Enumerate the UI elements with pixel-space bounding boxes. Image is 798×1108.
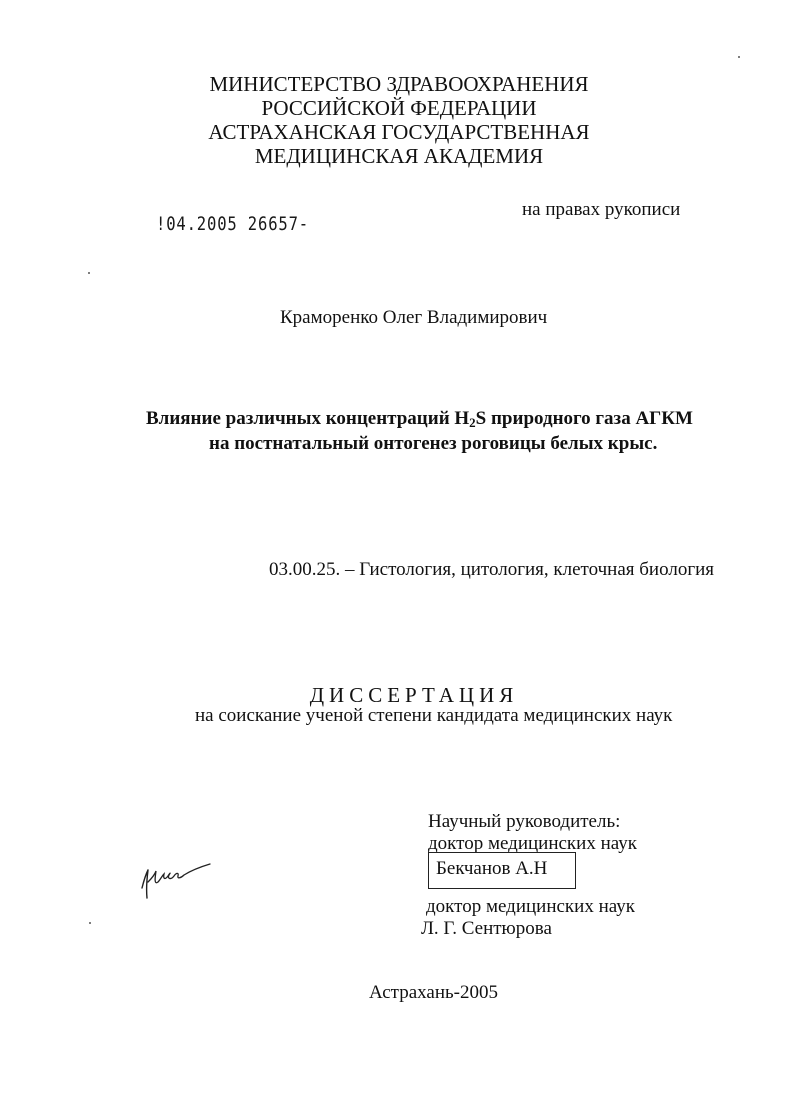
dissertation-heading: ДИССЕРТАЦИЯ bbox=[309, 683, 519, 707]
scan-speck bbox=[89, 922, 91, 924]
title-text-part-1: Влияние различных концентраций H bbox=[146, 408, 470, 429]
dissertation-subtitle: на соискание ученой степени кандидата медицинских наук bbox=[195, 705, 673, 726]
header-line-2: РОССИЙСКОЙ ФЕДЕРАЦИИ bbox=[261, 96, 537, 120]
thesis-title-line-2: на постнатальный онтогенез роговицы белых крыс. bbox=[209, 433, 658, 454]
author-name: Краморенко Олег Владимирович bbox=[280, 307, 548, 328]
city-year: Астрахань-2005 bbox=[369, 982, 498, 1003]
scan-speck bbox=[88, 272, 90, 274]
header-line-3: АСТРАХАНСКАЯ ГОСУДАРСТВЕННАЯ bbox=[208, 120, 590, 144]
header-line-4: МЕДИЦИНСКАЯ АКАДЕМИЯ bbox=[254, 144, 544, 168]
signature-icon bbox=[138, 858, 214, 902]
title-text-part-2: S природного газа АГКМ bbox=[475, 408, 693, 429]
specialty-code: 03.00.25. – Гистология, цитология, клеточная биология bbox=[269, 559, 715, 580]
scan-speck bbox=[738, 56, 740, 58]
supervisor-2-degree: доктор медицинских наук bbox=[426, 896, 635, 917]
supervisor-1-degree: доктор медицинских наук bbox=[428, 833, 637, 854]
thesis-title-line-1 bbox=[146, 408, 693, 430]
supervisor-2-name: Л. Г. Сентюрова bbox=[421, 918, 552, 939]
title-subscript: 2 bbox=[469, 415, 476, 430]
registry-number-stamp: !04.2005 26657- bbox=[156, 213, 310, 235]
header-line-1: МИНИСТЕРСТВО ЗДРАВООХРАНЕНИЯ bbox=[209, 72, 589, 96]
supervisor-label: Научный руководитель: bbox=[428, 811, 621, 832]
manuscript-note: на правах рукописи bbox=[522, 199, 681, 220]
supervisor-1-name: Бекчанов А.Н bbox=[436, 858, 548, 879]
institution-header bbox=[0, 72, 798, 168]
supervisor-1-name-box bbox=[428, 852, 576, 889]
